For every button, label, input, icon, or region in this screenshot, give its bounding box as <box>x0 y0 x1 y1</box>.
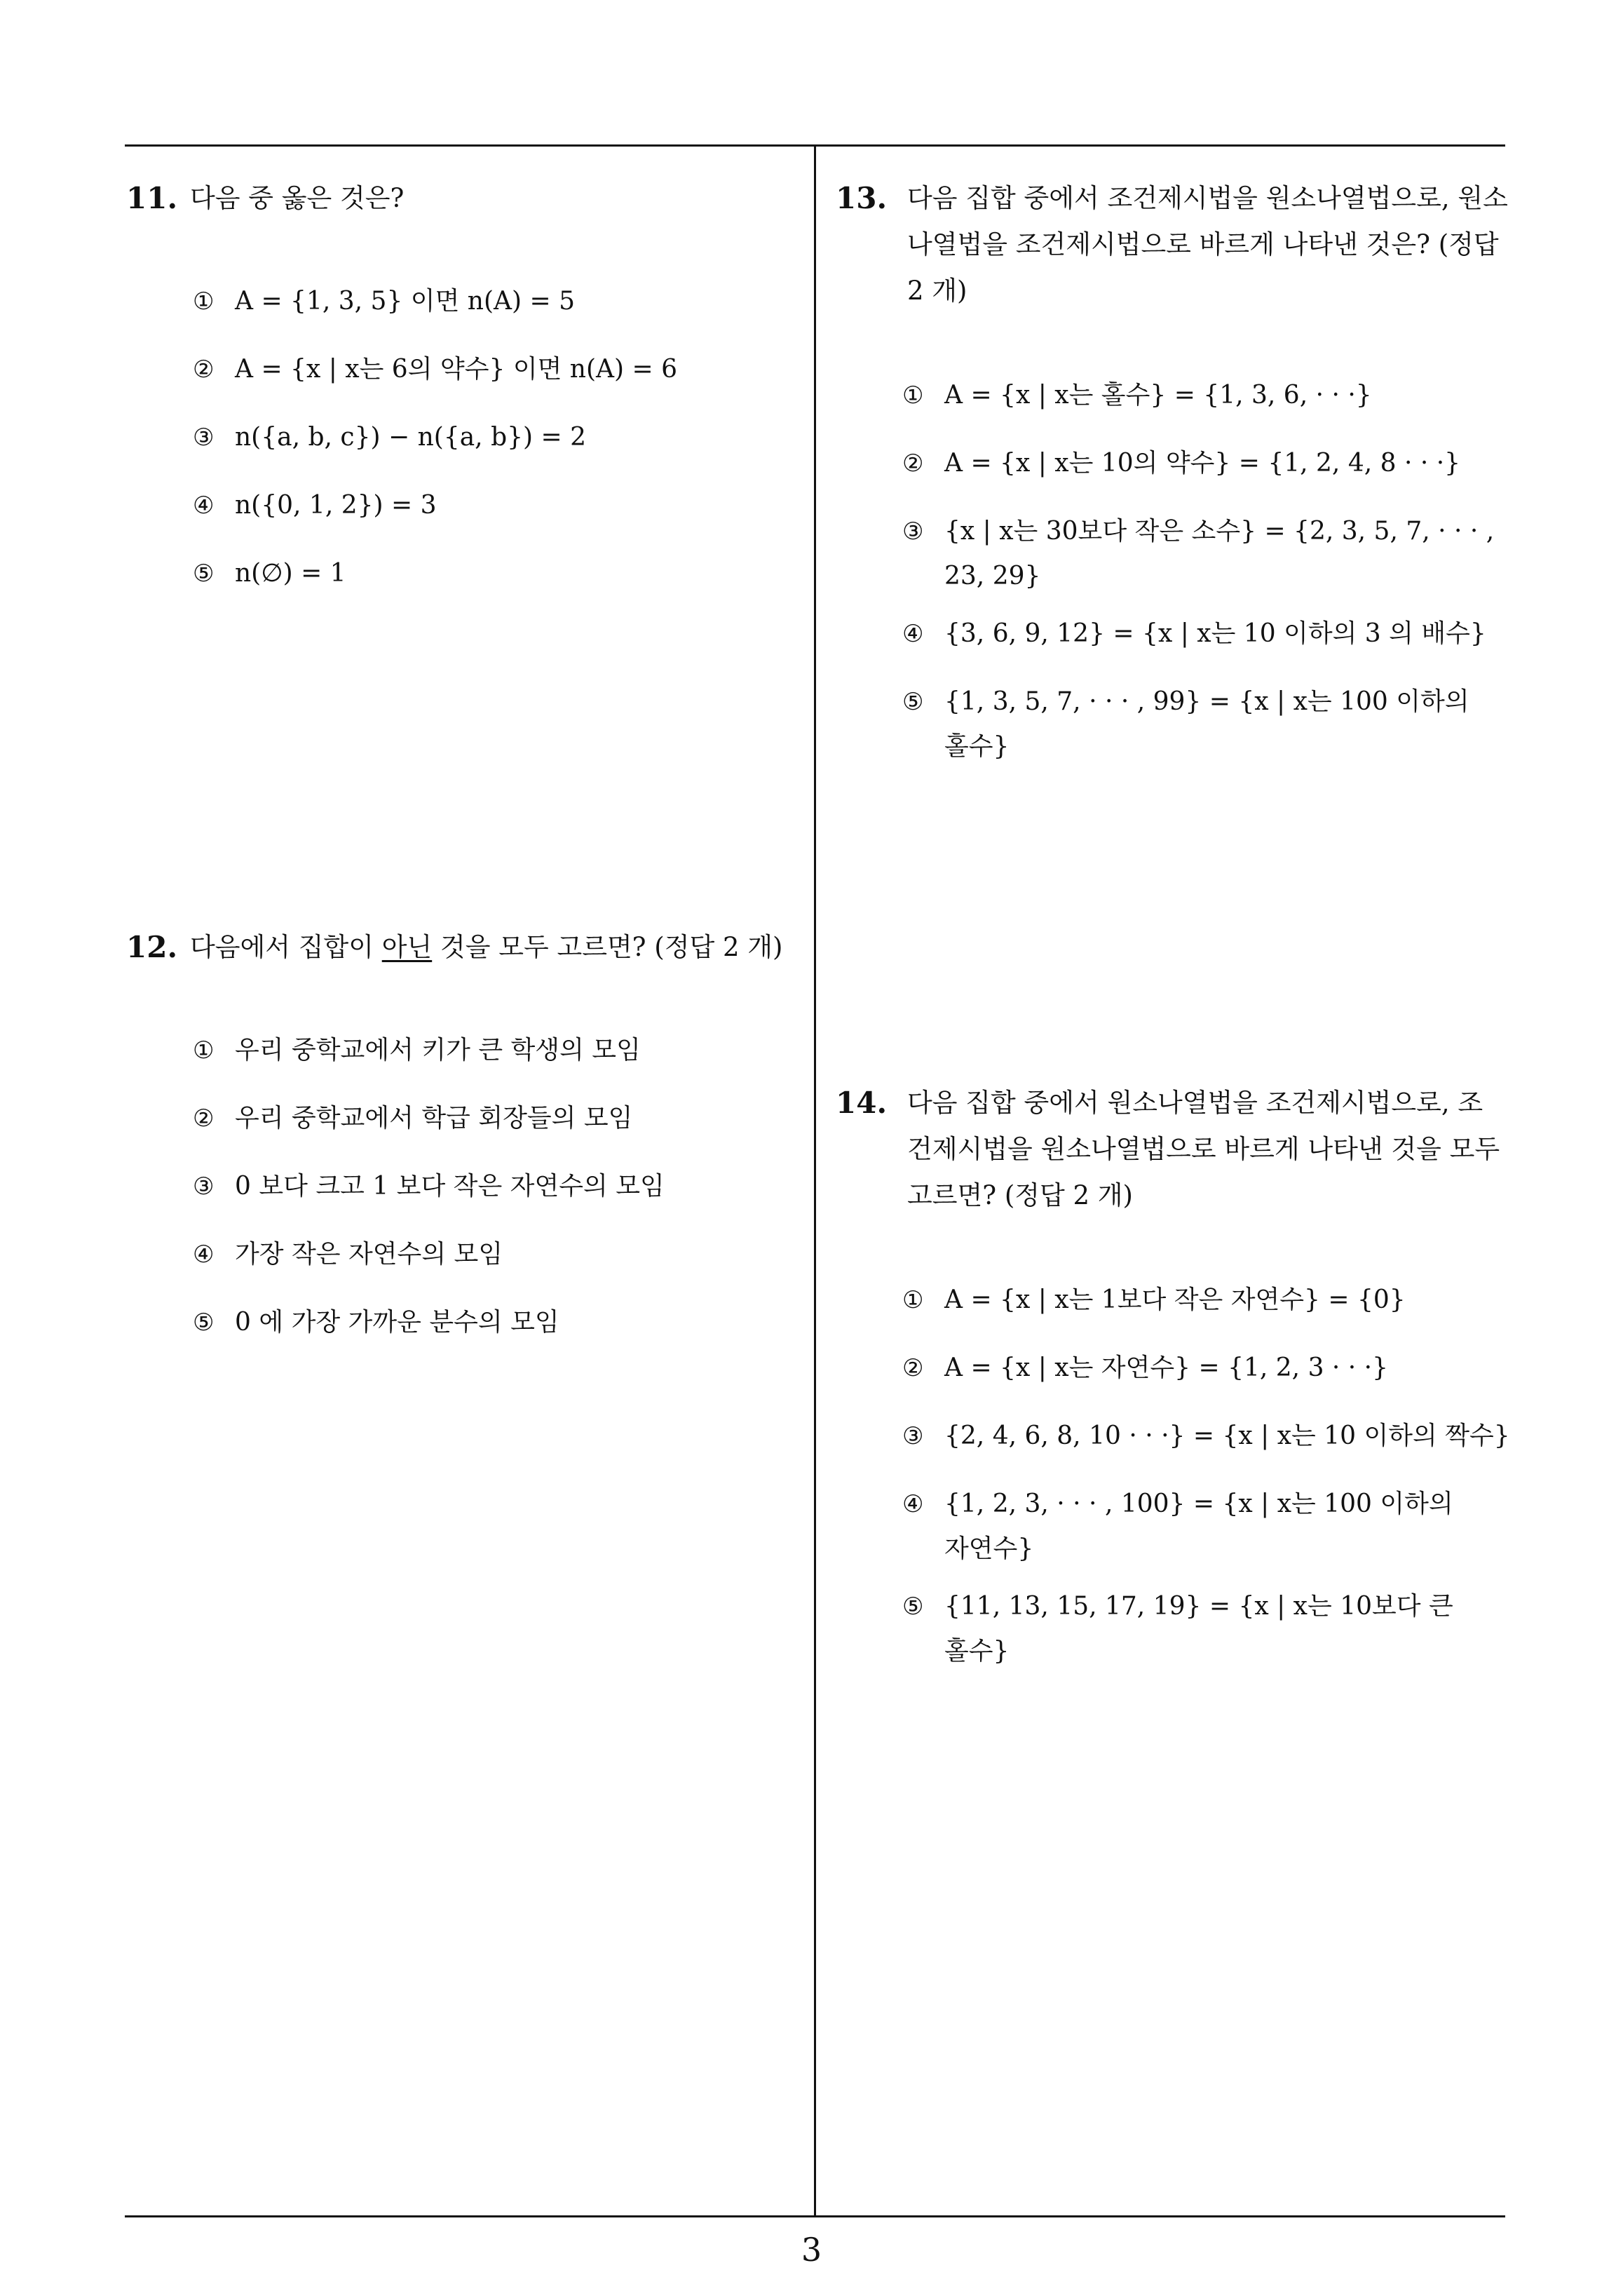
choice-marker: ⑤ <box>902 1593 924 1621</box>
choice-5[interactable] <box>193 1300 559 1345</box>
question-14 <box>836 1080 1510 1666</box>
stem-part: 것을 모두 고르면? (정답 2 개) <box>432 932 783 962</box>
choice-text: A = {x | x는 1보다 작은 자연수} = {0} <box>944 1285 1406 1314</box>
choice-marker: ③ <box>193 1173 215 1201</box>
question-stem-line-1: 다음 집합 중에서 원소나열법을 조건제시법으로, 조 <box>907 1088 1483 1118</box>
question-13 <box>836 175 1509 761</box>
question-number: 11. <box>126 181 178 215</box>
choice-marker: ⑤ <box>193 560 215 588</box>
choice-text: {3, 6, 9, 12} = {x | x는 10 이하의 3 의 배수} <box>944 619 1486 648</box>
choice-2[interactable] <box>193 1096 632 1141</box>
choice-marker: ③ <box>902 1422 924 1450</box>
choice-2[interactable] <box>902 441 1460 486</box>
choice-text-continued: 홀수} <box>944 1637 1010 1666</box>
choice-marker: ① <box>902 381 924 410</box>
question-stem-line-2: 건제시법을 원소나열법으로 바르게 나타낸 것을 모두 <box>907 1134 1500 1164</box>
choice-marker: ② <box>193 1105 215 1133</box>
question-stem: 다음 중 옳은 것은? <box>190 183 405 213</box>
choice-1[interactable] <box>193 1028 641 1073</box>
choice-text: n({0, 1, 2}) = 3 <box>235 491 437 520</box>
choice-marker: ④ <box>193 492 215 520</box>
choice-2[interactable] <box>902 1346 1388 1391</box>
choice-text: {1, 3, 5, 7, · · · , 99} = {x | x는 100 이하의 <box>944 687 1469 716</box>
choice-text-continued: 홀수} <box>944 732 1010 761</box>
question-number: 13. <box>836 181 888 215</box>
page-number: 3 <box>801 2231 822 2269</box>
choice-marker: ② <box>902 1354 924 1382</box>
choice-3[interactable] <box>193 1164 665 1209</box>
choice-4[interactable] <box>193 1232 503 1277</box>
choice-3[interactable] <box>193 415 586 460</box>
stem-underlined-word: 아닌 <box>381 932 433 962</box>
choice-3[interactable] <box>902 509 1494 599</box>
choice-text: {2, 4, 6, 8, 10 · · ·} = {x | x는 10 이하의 짝수} <box>944 1422 1510 1450</box>
choice-5[interactable] <box>193 551 346 596</box>
question-number: 12. <box>126 930 178 964</box>
question-number: 14. <box>836 1086 888 1120</box>
choice-text: {1, 2, 3, · · · , 100} = {x | x는 100 이하의 <box>944 1490 1453 1518</box>
question-stem <box>190 924 799 971</box>
stem-part: 다음에서 집합이 <box>190 932 382 962</box>
choice-3[interactable] <box>902 1414 1510 1459</box>
choice-text: 0 보다 크고 1 보다 작은 자연수의 모임 <box>235 1172 665 1201</box>
choice-4[interactable] <box>193 483 437 528</box>
choice-marker: ⑤ <box>193 1309 215 1337</box>
choice-text: A = {x | x는 홀수} = {1, 3, 6, · · ·} <box>944 381 1372 410</box>
choice-1[interactable] <box>193 279 575 324</box>
choice-4[interactable] <box>902 1482 1453 1572</box>
choice-text: 가장 작은 자연수의 모임 <box>235 1240 503 1269</box>
choice-text: 0 에 가장 가까운 분수의 모임 <box>235 1308 559 1337</box>
choice-marker: ③ <box>902 518 924 546</box>
choice-marker: ① <box>193 1036 215 1065</box>
question-stem-line-2: 나열법을 조건제시법으로 바르게 나타낸 것은? (정답 <box>907 229 1499 259</box>
choice-text-continued: 23, 29} <box>944 562 1041 590</box>
choice-text: A = {1, 3, 5} 이면 n(A) = 5 <box>235 287 576 316</box>
choice-marker: ④ <box>193 1241 215 1269</box>
choice-text: {11, 13, 15, 17, 19} = {x | x는 10보다 큰 <box>944 1592 1453 1621</box>
choice-5[interactable] <box>902 1584 1453 1674</box>
choice-text: n(∅) = 1 <box>235 559 346 588</box>
choice-marker: ① <box>902 1286 924 1314</box>
choice-marker: ⑤ <box>902 688 924 716</box>
question-11 <box>126 175 799 588</box>
question-13-header <box>836 175 1509 314</box>
choice-text: 우리 중학교에서 학급 회장들의 모임 <box>235 1104 633 1133</box>
choice-text: A = {x | x는 자연수} = {1, 2, 3 · · ·} <box>944 1353 1389 1382</box>
question-stem-line-3: 2 개) <box>907 276 967 306</box>
question-12 <box>126 924 799 1337</box>
choice-text-continued: 자연수} <box>944 1534 1034 1563</box>
question-stem-line-3: 고르면? (정답 2 개) <box>907 1180 1133 1210</box>
choice-1[interactable] <box>902 373 1372 418</box>
question-12-header <box>126 924 799 971</box>
question-stem-line-1: 다음 집합 중에서 조건제시법을 원소나열법으로, 원소 <box>907 183 1508 213</box>
choice-text: A = {x | x는 10의 약수} = {1, 2, 4, 8 · · ·} <box>944 449 1461 478</box>
question-11-header <box>126 175 799 222</box>
choice-4[interactable] <box>902 612 1486 656</box>
choice-marker: ④ <box>902 1490 924 1518</box>
choice-marker: ① <box>193 288 215 316</box>
choice-text: 우리 중학교에서 키가 큰 학생의 모임 <box>235 1036 641 1065</box>
choice-text: {x | x는 30보다 작은 소수} = {2, 3, 5, 7, · · · , <box>944 517 1495 546</box>
choice-text: A = {x | x는 6의 약수} 이면 n(A) = 6 <box>235 355 678 384</box>
column-divider <box>814 144 816 2217</box>
choice-text: n({a, b, c}) − n({a, b}) = 2 <box>235 423 587 452</box>
choice-1[interactable] <box>902 1278 1406 1323</box>
choice-2[interactable] <box>193 347 677 392</box>
choice-marker: ② <box>193 356 215 384</box>
choice-marker: ③ <box>193 424 215 452</box>
bottom-rule <box>125 2215 1505 2217</box>
choice-marker: ② <box>902 450 924 478</box>
question-14-header <box>836 1080 1509 1219</box>
choice-5[interactable] <box>902 680 1469 769</box>
choice-marker: ④ <box>902 620 924 648</box>
